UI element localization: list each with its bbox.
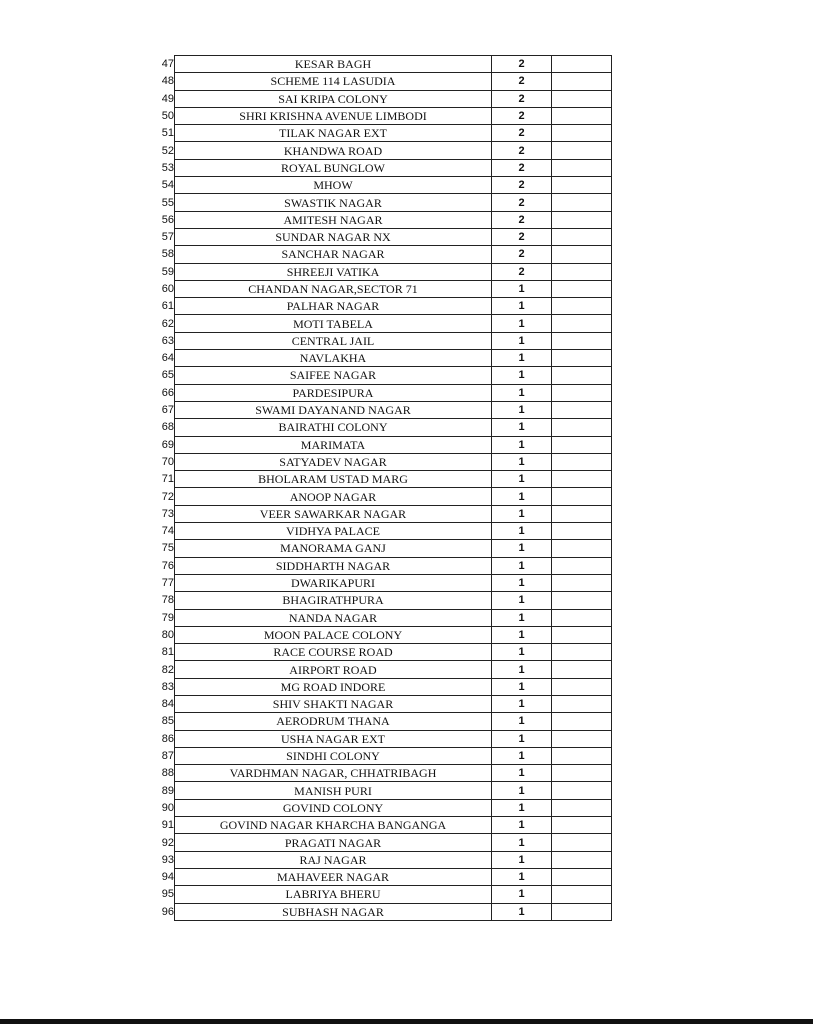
table-row: [155, 125, 612, 142]
row-empty-cell: [552, 488, 612, 505]
table-row: [155, 609, 612, 626]
row-count: 1: [492, 661, 552, 678]
row-area-name: TILAK NAGAR EXT: [175, 125, 492, 142]
row-empty-cell: [552, 453, 612, 470]
row-count: 1: [492, 765, 552, 782]
table-row: [155, 488, 612, 505]
row-empty-cell: [552, 903, 612, 920]
row-area-name: NAVLAKHA: [175, 350, 492, 367]
row-empty-cell: [552, 350, 612, 367]
row-count: 1: [492, 332, 552, 349]
row-serial-number: 65: [161, 369, 174, 382]
table-row: [155, 263, 612, 280]
row-serial-number: 71: [161, 473, 174, 486]
row-empty-cell: [552, 557, 612, 574]
table-row: [155, 557, 612, 574]
row-serial-number: 69: [161, 438, 174, 451]
row-serial-number: 67: [161, 404, 174, 417]
table-row: [155, 401, 612, 418]
row-area-name: CHANDAN NAGAR,SECTOR 71: [175, 280, 492, 297]
row-area-name: VIDHYA PALACE: [175, 523, 492, 540]
row-count: 1: [492, 626, 552, 643]
table-row: [155, 505, 612, 522]
row-count: 2: [492, 125, 552, 142]
row-area-name: ANOOP NAGAR: [175, 488, 492, 505]
row-area-name: GOVIND COLONY: [175, 799, 492, 816]
row-area-name: ROYAL BUNGLOW: [175, 159, 492, 176]
table-row: [155, 765, 612, 782]
table-row: [155, 419, 612, 436]
row-serial-number: 82: [161, 663, 174, 676]
row-area-name: PRAGATI NAGAR: [175, 834, 492, 851]
row-serial-number: 80: [161, 628, 174, 641]
table-row: [155, 315, 612, 332]
row-empty-cell: [552, 644, 612, 661]
row-serial-number: 91: [161, 819, 174, 832]
row-serial-number: 90: [161, 801, 174, 814]
row-serial-number: 89: [161, 784, 174, 797]
row-count: 2: [492, 263, 552, 280]
document-table-container: [155, 55, 612, 921]
row-serial-number: 59: [161, 265, 174, 278]
row-serial-number: 66: [161, 386, 174, 399]
row-count: 1: [492, 419, 552, 436]
row-serial-number: 92: [161, 836, 174, 849]
row-empty-cell: [552, 419, 612, 436]
row-empty-cell: [552, 540, 612, 557]
row-empty-cell: [552, 713, 612, 730]
row-area-name: SINDHI COLONY: [175, 747, 492, 764]
row-count: 1: [492, 799, 552, 816]
row-serial-number: 57: [161, 231, 174, 244]
row-serial-number: 50: [161, 110, 174, 123]
row-serial-number: 47: [161, 58, 174, 71]
row-area-name: SHIV SHAKTI NAGAR: [175, 695, 492, 712]
row-count: 1: [492, 350, 552, 367]
table-row: [155, 194, 612, 211]
row-area-name: SHRI KRISHNA AVENUE LIMBODI: [175, 107, 492, 124]
row-empty-cell: [552, 747, 612, 764]
row-area-name: RAJ NAGAR: [175, 851, 492, 868]
row-area-name: AIRPORT ROAD: [175, 661, 492, 678]
row-serial-number: 85: [161, 715, 174, 728]
row-empty-cell: [552, 695, 612, 712]
table-row: [155, 436, 612, 453]
row-count: 1: [492, 436, 552, 453]
row-area-name: PALHAR NAGAR: [175, 298, 492, 315]
row-empty-cell: [552, 315, 612, 332]
row-area-name: AMITESH NAGAR: [175, 211, 492, 228]
row-empty-cell: [552, 298, 612, 315]
table-row: [155, 834, 612, 851]
table-row: [155, 211, 612, 228]
row-count: 2: [492, 73, 552, 90]
row-empty-cell: [552, 817, 612, 834]
table-row: [155, 246, 612, 263]
table-row: [155, 384, 612, 401]
row-count: 1: [492, 678, 552, 695]
row-count: 2: [492, 142, 552, 159]
row-area-name: GOVIND NAGAR KHARCHA BANGANGA: [175, 817, 492, 834]
row-area-name: BHOLARAM USTAD MARG: [175, 471, 492, 488]
row-count: 1: [492, 592, 552, 609]
row-serial-number: 68: [161, 421, 174, 434]
row-area-name: CENTRAL JAIL: [175, 332, 492, 349]
row-empty-cell: [552, 401, 612, 418]
row-area-name: MHOW: [175, 177, 492, 194]
table-row: [155, 332, 612, 349]
row-serial-number: 63: [161, 334, 174, 347]
table-row: [155, 228, 612, 245]
row-empty-cell: [552, 592, 612, 609]
row-count: 1: [492, 315, 552, 332]
row-count: 2: [492, 107, 552, 124]
row-area-name: DWARIKAPURI: [175, 574, 492, 591]
row-count: 1: [492, 730, 552, 747]
row-count: 1: [492, 298, 552, 315]
row-count: 1: [492, 886, 552, 903]
row-empty-cell: [552, 125, 612, 142]
row-area-name: KHANDWA ROAD: [175, 142, 492, 159]
row-count: 2: [492, 56, 552, 73]
row-count: 1: [492, 834, 552, 851]
table-row: [155, 350, 612, 367]
row-empty-cell: [552, 765, 612, 782]
table-row: [155, 782, 612, 799]
row-serial-number: 51: [161, 127, 174, 140]
row-serial-number: 60: [161, 283, 174, 295]
row-area-name: SWAMI DAYANAND NAGAR: [175, 401, 492, 418]
row-area-name: SANCHAR NAGAR: [175, 246, 492, 263]
table-body: [155, 56, 612, 921]
row-serial-number: 72: [161, 490, 174, 503]
row-empty-cell: [552, 730, 612, 747]
table-row: [155, 626, 612, 643]
row-empty-cell: [552, 626, 612, 643]
row-area-name: SATYADEV NAGAR: [175, 453, 492, 470]
table-row: [155, 280, 612, 297]
row-serial-number: 56: [161, 213, 174, 226]
row-count: 2: [492, 194, 552, 211]
row-empty-cell: [552, 661, 612, 678]
row-count: 1: [492, 695, 552, 712]
row-area-name: SUBHASH NAGAR: [175, 903, 492, 920]
table-row: [155, 868, 612, 885]
row-area-name: USHA NAGAR EXT: [175, 730, 492, 747]
row-count: 2: [492, 228, 552, 245]
table-row: [155, 523, 612, 540]
row-count: 1: [492, 782, 552, 799]
row-serial-number: 86: [161, 732, 174, 745]
row-count: 2: [492, 159, 552, 176]
row-area-name: MAHAVEER NAGAR: [175, 868, 492, 885]
row-empty-cell: [552, 523, 612, 540]
row-serial-number: 58: [161, 248, 174, 261]
row-empty-cell: [552, 332, 612, 349]
row-serial-number: 95: [161, 888, 174, 901]
row-count: 1: [492, 367, 552, 384]
table-row: [155, 142, 612, 159]
table-row: [155, 367, 612, 384]
row-count: 1: [492, 851, 552, 868]
row-area-name: SWASTIK NAGAR: [175, 194, 492, 211]
table-row: [155, 695, 612, 712]
row-area-name: VARDHMAN NAGAR, CHHATRIBAGH: [175, 765, 492, 782]
row-count: 1: [492, 747, 552, 764]
table-row: [155, 799, 612, 816]
row-serial-number: 61: [161, 300, 174, 313]
row-serial-number: 62: [161, 317, 174, 330]
row-empty-cell: [552, 211, 612, 228]
row-empty-cell: [552, 886, 612, 903]
row-area-name: BAIRATHI COLONY: [175, 419, 492, 436]
row-count: 2: [492, 211, 552, 228]
row-empty-cell: [552, 107, 612, 124]
row-count: 1: [492, 488, 552, 505]
row-count: 1: [492, 903, 552, 920]
row-empty-cell: [552, 834, 612, 851]
row-serial-number: 79: [161, 611, 174, 624]
row-empty-cell: [552, 73, 612, 90]
row-area-name: BHAGIRATHPURA: [175, 592, 492, 609]
table-row: [155, 107, 612, 124]
row-serial-number: 54: [161, 179, 174, 192]
row-empty-cell: [552, 56, 612, 73]
table-row: [155, 903, 612, 920]
row-count: 2: [492, 177, 552, 194]
row-empty-cell: [552, 678, 612, 695]
row-empty-cell: [552, 142, 612, 159]
row-count: 1: [492, 523, 552, 540]
row-empty-cell: [552, 436, 612, 453]
table-row: [155, 73, 612, 90]
row-count: 1: [492, 280, 552, 297]
row-serial-number: 81: [161, 646, 174, 659]
row-count: 1: [492, 505, 552, 522]
row-serial-number: 87: [161, 750, 174, 763]
row-count: 1: [492, 384, 552, 401]
row-serial-number: 77: [161, 577, 174, 590]
row-serial-number: 94: [161, 871, 174, 884]
row-empty-cell: [552, 384, 612, 401]
row-area-name: MOTI TABELA: [175, 315, 492, 332]
table-row: [155, 56, 612, 73]
row-empty-cell: [552, 194, 612, 211]
row-area-name: LABRIYA BHERU: [175, 886, 492, 903]
row-empty-cell: [552, 471, 612, 488]
row-empty-cell: [552, 574, 612, 591]
row-area-name: MG ROAD INDORE: [175, 678, 492, 695]
row-serial-number: 48: [161, 75, 174, 88]
row-area-name: SAI KRIPA COLONY: [175, 90, 492, 107]
row-serial-number: 93: [161, 853, 174, 866]
row-serial-number: 84: [161, 698, 174, 711]
row-empty-cell: [552, 280, 612, 297]
row-empty-cell: [552, 782, 612, 799]
row-count: 1: [492, 574, 552, 591]
table-row: [155, 90, 612, 107]
row-empty-cell: [552, 263, 612, 280]
row-area-name: MANORAMA GANJ: [175, 540, 492, 557]
page-bottom-border: [0, 1019, 813, 1024]
table-row: [155, 574, 612, 591]
table-row: [155, 730, 612, 747]
table-row: [155, 644, 612, 661]
row-area-name: AERODRUM THANA: [175, 713, 492, 730]
row-area-name: PARDESIPURA: [175, 384, 492, 401]
table-row: [155, 747, 612, 764]
row-serial-number: 78: [161, 594, 174, 607]
row-serial-number: 73: [161, 507, 174, 520]
row-serial-number: 74: [161, 525, 174, 538]
row-area-name: MANISH PURI: [175, 782, 492, 799]
table-row: [155, 592, 612, 609]
row-area-name: SCHEME 114 LASUDIA: [175, 73, 492, 90]
row-count: 1: [492, 401, 552, 418]
row-area-name: KESAR BAGH: [175, 56, 492, 73]
row-empty-cell: [552, 246, 612, 263]
row-serial-number: 96: [161, 905, 174, 918]
row-empty-cell: [552, 505, 612, 522]
row-empty-cell: [552, 799, 612, 816]
table-row: [155, 886, 612, 903]
table-row: [155, 817, 612, 834]
row-area-name: SUNDAR NAGAR NX: [175, 228, 492, 245]
row-serial-number: 52: [161, 144, 174, 157]
row-empty-cell: [552, 609, 612, 626]
row-serial-number: 64: [161, 352, 174, 365]
row-area-name: MARIMATA: [175, 436, 492, 453]
table-row: [155, 540, 612, 557]
row-count: 2: [492, 246, 552, 263]
row-area-name: SIDDHARTH NAGAR: [175, 557, 492, 574]
table-row: [155, 851, 612, 868]
row-empty-cell: [552, 177, 612, 194]
row-count: 1: [492, 609, 552, 626]
area-count-table: [155, 55, 612, 921]
row-count: 1: [492, 540, 552, 557]
row-empty-cell: [552, 228, 612, 245]
row-count: 2: [492, 90, 552, 107]
row-count: 1: [492, 817, 552, 834]
row-empty-cell: [552, 90, 612, 107]
row-serial-number: 53: [161, 161, 174, 174]
row-area-name: NANDA NAGAR: [175, 609, 492, 626]
table-row: [155, 661, 612, 678]
row-serial-number: 76: [161, 559, 174, 572]
table-row: [155, 159, 612, 176]
row-area-name: SAIFEE NAGAR: [175, 367, 492, 384]
row-serial-number: 70: [161, 455, 174, 468]
row-count: 1: [492, 453, 552, 470]
row-serial-number: 49: [161, 92, 174, 105]
table-row: [155, 453, 612, 470]
row-serial-number: 75: [161, 542, 174, 555]
row-count: 1: [492, 713, 552, 730]
table-row: [155, 177, 612, 194]
table-row: [155, 678, 612, 695]
row-count: 1: [492, 471, 552, 488]
row-count: 1: [492, 644, 552, 661]
table-row: [155, 471, 612, 488]
row-empty-cell: [552, 159, 612, 176]
row-empty-cell: [552, 851, 612, 868]
row-count: 1: [492, 557, 552, 574]
row-serial-number: 55: [161, 196, 174, 209]
row-serial-number: 83: [161, 680, 174, 693]
row-area-name: MOON PALACE COLONY: [175, 626, 492, 643]
table-row: [155, 713, 612, 730]
row-area-name: RACE COURSE ROAD: [175, 644, 492, 661]
row-serial-number: 88: [161, 767, 174, 780]
row-area-name: SHREEJI VATIKA: [175, 263, 492, 280]
row-area-name: VEER SAWARKAR NAGAR: [175, 505, 492, 522]
row-empty-cell: [552, 367, 612, 384]
row-count: 1: [492, 868, 552, 885]
row-empty-cell: [552, 868, 612, 885]
table-row: [155, 298, 612, 315]
